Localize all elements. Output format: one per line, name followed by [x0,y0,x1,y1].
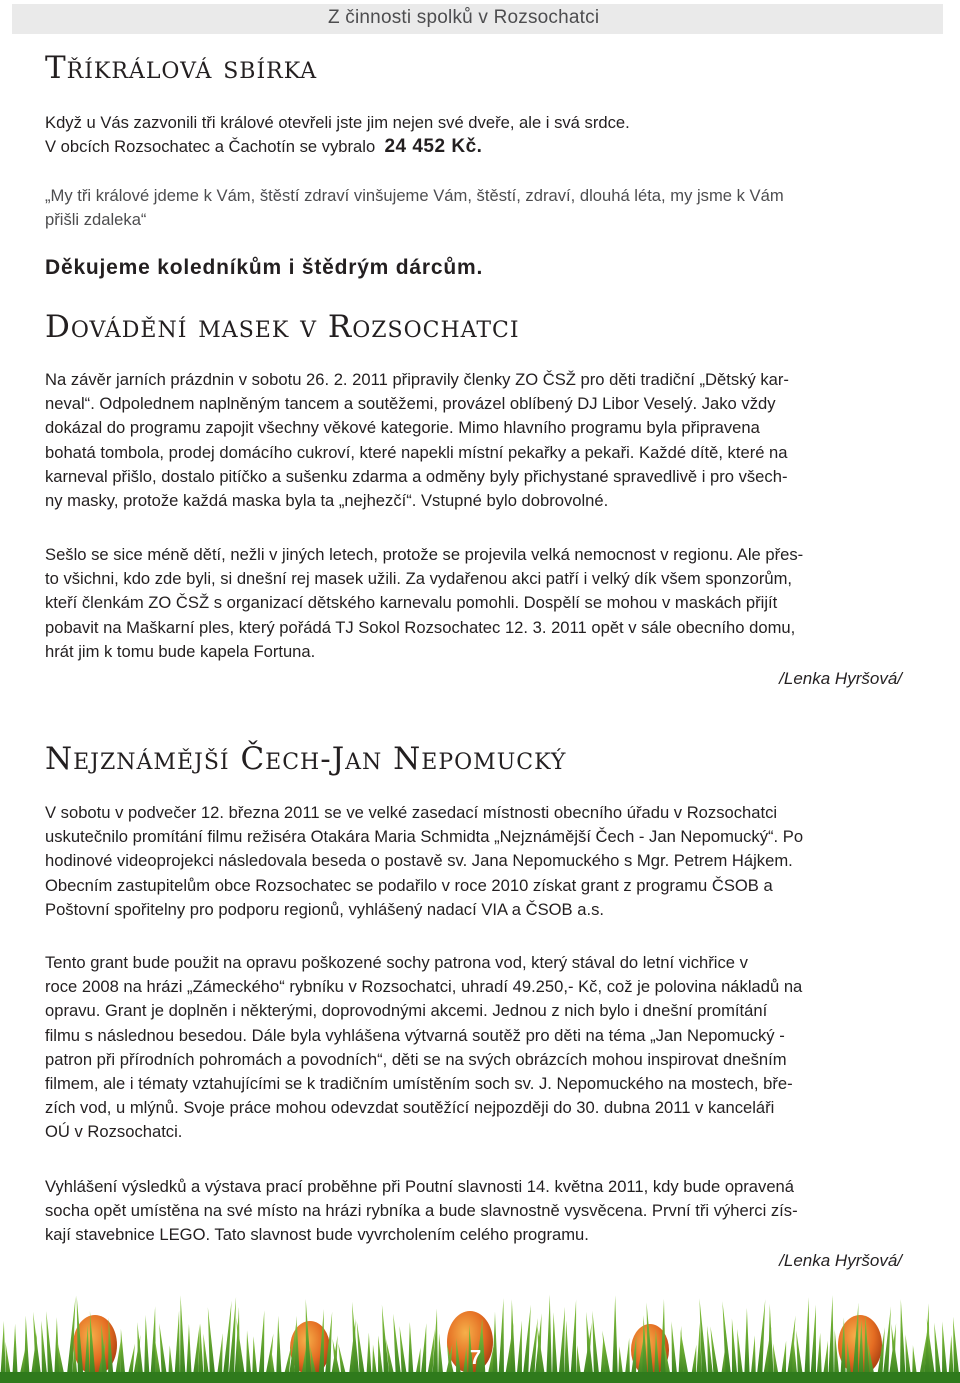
article3-paragraph1-line: Obecním zastupitelům obce Rozsochatec se podařilo v roce 2010 získat grant z programu ČSOB a [45,875,773,895]
article2-paragraph2 [45,543,911,664]
article-title-masky: Dovádění masek v Rozsochatci [45,309,520,345]
article2-paragraph1-line: bohatá tombola, prodej domácího cukroví, které napekli místní pekařky a pekaři. Každé dítě, které na [45,442,788,462]
article2-paragraph2-line: Sešlo se sice méně dětí, nežli v jiných letech, protože se projevila velká nemocnost v regionu. Ale přes- [45,545,804,564]
article3-paragraph2-line: OÚ v Rozsochatci. [45,1122,183,1142]
article1-line2 [45,135,911,159]
article1-line1: Když u Vás zazvonili tři králové otevřeli jste jim nejen své dveře, ale i svá srdce. [45,113,630,132]
article2-paragraph1-line: Na závěr jarních prázdnin v sobotu 26. 2. 2011 připravily členky ZO ČSŽ pro děti tradiční „Dětský kar- [45,370,789,389]
article3-paragraph2-line: roce 2008 na hrázi „Zámeckého“ rybníku v Rozsochatci, uhradí 49.250,- Kč, což je polovina nákladů na [45,977,803,997]
article3-signature: /Lenka Hyršová/ [779,1251,902,1270]
article3-paragraph2-line: patron při přírodních pohromách a povodních“, děti se na svých obrázcích mohou inspirovat dnešním [45,1049,787,1069]
article1-quote [45,184,911,232]
article2-paragraph2-line: to všichni, kdo zde byli, si dnešní rej masek užili. Za vydařenou akci patří i velký dík všem sponzorům, [45,569,793,589]
article3-paragraph2-line: opravu. Grant je doplněn i některými, doprovodnými akcemi. Jednou z nich bylo i dnešní promítání [45,1001,768,1021]
article2-paragraph1-line: ny masky, protože každá maska byla ta „nejhezčí“. Vstupné bylo dobrovolné. [45,491,609,511]
article3-paragraph3-line: socha opět umístěna na své místo na hrázi rybníka a bude slavnostně vysvěcena. První tři výherci zís- [45,1201,798,1221]
article3-paragraph1-line: uskutečnilo promítání filmu režiséra Otakára Maria Schmidta „Nejznámější Čech - Jan Nepomucký“. Po [45,827,804,847]
article3-paragraph3-line: kají stavebnice LEGO. Tato slavnost bude vyvrcholením celého programu. [45,1225,589,1245]
article3-paragraph2-line: zích vod, u mlýnů. Svoje práce mohou odevzdat soutěžící nejpozději do 30. dubna 2011 v kanceláři [45,1098,775,1118]
quote-line2: přišli zdaleka“ [45,210,147,230]
article1-intro [45,111,911,159]
article2-signature: /Lenka Hyršová/ [779,669,902,688]
article3-paragraph1-line: hodinové videoprojekci následovala beseda o postavě sv. Jana Nepomuckého s Mgr. Petrem Hájkem. [45,851,793,871]
thanks-line: Děkujeme koledníkům i štědrým dárcům. [45,256,484,279]
page-number: 7 [470,1347,482,1369]
article-title-trikralova: Tříkrálová sbírka [45,50,318,86]
article2-paragraph1-line: neval“. Odpolednem naplněným tancem a soutěžemi, provázel oblíbený DJ Libor Veselý. Jako vždy [45,394,776,414]
article3-paragraph2-line: Tento grant bude použit na opravu poškozené sochy patrona vod, který stával do letní vichřice v [45,953,748,972]
article2-paragraph2-line: pobavit na Maškarní ples, který pořádá TJ Sokol Rozsochatec 12. 3. 2011 opět v sále obecního domu, [45,617,796,637]
article2-paragraph2-line: kteří členkám ZO ČSŽ s organizací dětského karnevalu pomohli. Dospělí se mohou v maskách přijít [45,593,778,613]
article2-paragraph1 [45,368,911,513]
article3-paragraph3-line: Vyhlášení výsledků a výstava prací proběhne při Poutní slavnosti 14. května 2011, kdy bude opravená [45,1177,795,1196]
article3-paragraph1-line: V sobotu v podvečer 12. března 2011 se ve velké zasedací místnosti obecního úřadu v Rozsochatci [45,803,778,822]
article2-paragraph2-line: hrát jim k tomu bude kapela Fortuna. [45,641,316,661]
collected-amount: 24 452 Kč. [384,136,483,158]
article2-paragraph1-line: karneval přišlo, dostalo pitíčko a sušenku zdarma a odměny byly přichystané spravedlivě i pro všech- [45,466,788,486]
article3-paragraph1-line: Poštovní spořitelny pro podporu regionů, vyhlášený nadací VIA a ČSOB a.s. [45,899,604,919]
section-header: Z činnosti spolků v Rozsochatci [328,7,600,28]
article3-paragraph2-line: filmem, ale i tématy vztahujícími se k tradičním umístěním soch sv. J. Nepomuckého na mostech, bře- [45,1074,793,1094]
article3-paragraph1 [45,801,911,922]
article2-paragraph1-line: dokázal do programu zapojit všechny věkové kategorie. Mimo hlavního programu byla připravena [45,418,760,438]
article3-paragraph2-line: filmu s následnou besedou. Dále byla vyhlášena výtvarná soutěž pro děti na téma „Jan Nepomucký - [45,1025,785,1045]
article1-line2-prefix: V obcích Rozsochatec a Čachotín se vybralo [45,137,376,157]
article3-paragraph3 [45,1175,911,1248]
article-title-nepomucky: Nejznámější Čech-Jan Nepomucký [45,741,567,777]
article3-paragraph2 [45,951,911,1145]
quote-line1: „My tři králové jdeme k Vám, štěstí zdraví vinšujeme Vám, štěstí, zdraví, dlouhá léta, my jsme k Vám [45,186,784,205]
